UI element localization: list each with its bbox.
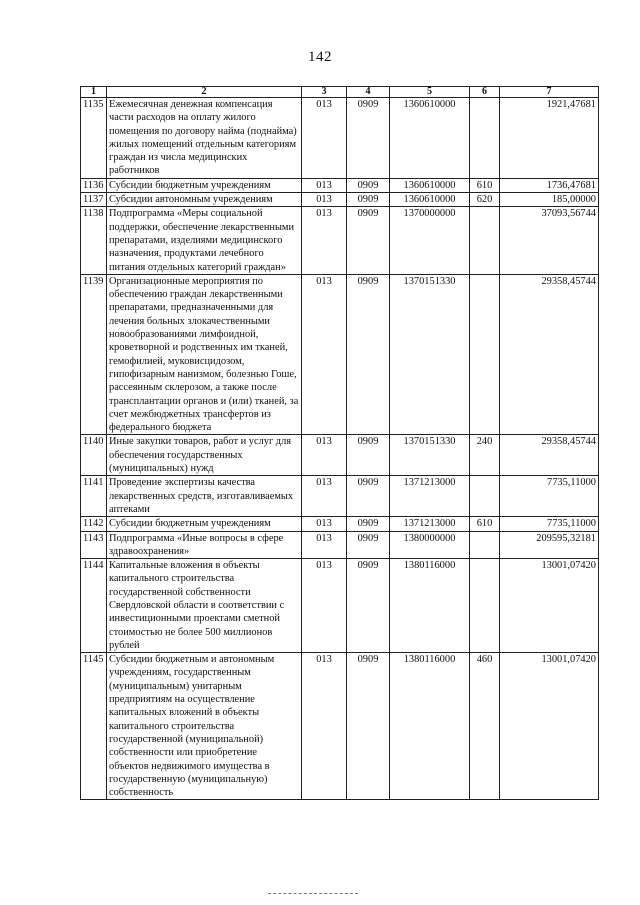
row-ministry-code: 013 <box>302 559 347 653</box>
row-section-code: 0909 <box>347 559 390 653</box>
row-ministry-code: 013 <box>302 476 347 517</box>
header-col-5: 5 <box>390 87 470 98</box>
header-col-2: 2 <box>107 87 302 98</box>
row-number: 1138 <box>81 207 107 274</box>
table-row <box>81 653 599 800</box>
row-ministry-code: 013 <box>302 193 347 207</box>
row-section-code: 0909 <box>347 435 390 476</box>
row-expense-type <box>470 559 500 653</box>
row-target-code: 1371213000 <box>390 517 470 531</box>
row-target-code: 1360610000 <box>390 98 470 179</box>
row-number: 1137 <box>81 193 107 207</box>
row-section-code: 0909 <box>347 517 390 531</box>
row-section-code: 0909 <box>347 207 390 274</box>
header-col-3: 3 <box>302 87 347 98</box>
row-number: 1135 <box>81 98 107 179</box>
row-amount: 29358,45744 <box>500 435 599 476</box>
row-amount: 185,00000 <box>500 193 599 207</box>
row-section-code: 0909 <box>347 193 390 207</box>
row-number: 1136 <box>81 178 107 192</box>
table-row <box>81 193 599 207</box>
table-row <box>81 517 599 531</box>
row-expense-type: 240 <box>470 435 500 476</box>
row-name: Субсидии бюджетным учреждениям <box>107 178 302 192</box>
row-amount: 209595,32181 <box>500 531 599 559</box>
row-expense-type: 460 <box>470 653 500 800</box>
row-number: 1139 <box>81 274 107 435</box>
row-expense-type <box>470 98 500 179</box>
row-ministry-code: 013 <box>302 517 347 531</box>
row-number: 1141 <box>81 476 107 517</box>
table-row <box>81 274 599 435</box>
row-expense-type <box>470 274 500 435</box>
row-target-code: 1371213000 <box>390 476 470 517</box>
row-number: 1145 <box>81 653 107 800</box>
header-col-4: 4 <box>347 87 390 98</box>
row-name: Субсидии бюджетным учреждениям <box>107 517 302 531</box>
table-row <box>81 531 599 559</box>
table-row <box>81 207 599 274</box>
row-ministry-code: 013 <box>302 531 347 559</box>
table-row <box>81 559 599 653</box>
header-col-6: 6 <box>470 87 500 98</box>
row-expense-type: 620 <box>470 193 500 207</box>
row-section-code: 0909 <box>347 476 390 517</box>
row-amount: 29358,45744 <box>500 274 599 435</box>
header-col-1: 1 <box>81 87 107 98</box>
row-expense-type <box>470 531 500 559</box>
header-col-7: 7 <box>500 87 599 98</box>
row-name: Организационные мероприятия по обеспечению граждан лекарственными препаратами, предназначенными для лечения больных злокачественными новообразованиями лимфоидной, кроветворной и родственных им тканей, гемофилией, муковисцидозом, гипофизарным нанизмом, болезнью Гоше, рассеянным склерозом, а также после трансплантации органов и (или) тканей, за счет межбюджетных трансфертов из федерального бюджета <box>107 274 302 435</box>
row-amount: 37093,56744 <box>500 207 599 274</box>
row-ministry-code: 013 <box>302 207 347 274</box>
row-target-code: 1380116000 <box>390 559 470 653</box>
row-number: 1143 <box>81 531 107 559</box>
row-number: 1140 <box>81 435 107 476</box>
row-ministry-code: 013 <box>302 653 347 800</box>
row-amount: 1736,47681 <box>500 178 599 192</box>
row-name: Ежемесячная денежная компенсация части расходов на оплату жилого помещения по договору найма (поднайма) жилых помещений отдельным категориям граждан из числа медицинских работников <box>107 98 302 179</box>
row-ministry-code: 013 <box>302 274 347 435</box>
row-ministry-code: 013 <box>302 98 347 179</box>
row-amount: 1921,47681 <box>500 98 599 179</box>
row-section-code: 0909 <box>347 653 390 800</box>
budget-table <box>80 86 599 800</box>
row-number: 1142 <box>81 517 107 531</box>
row-name: Подпрограмма «Иные вопросы в сфере здравоохранения» <box>107 531 302 559</box>
row-target-code: 1380116000 <box>390 653 470 800</box>
row-expense-type: 610 <box>470 517 500 531</box>
row-amount: 7735,11000 <box>500 476 599 517</box>
table-row <box>81 476 599 517</box>
row-section-code: 0909 <box>347 531 390 559</box>
row-ministry-code: 013 <box>302 435 347 476</box>
page-number: 142 <box>308 49 332 65</box>
row-name: Проведение экспертизы качества лекарственных средств, изготавливаемых аптеками <box>107 476 302 517</box>
row-target-code: 1370151330 <box>390 435 470 476</box>
row-target-code: 1370000000 <box>390 207 470 274</box>
row-expense-type <box>470 476 500 517</box>
table-row <box>81 178 599 192</box>
row-name: Субсидии бюджетным и автономным учреждениям, государственным (муниципальным) унитарным предприятиям на осуществление капитальных вложений в объекты капитального строительства государственной (муниципальной) собственности или приобретение объектов недвижимого имущества в государственную (муниципальную) собственность <box>107 653 302 800</box>
row-ministry-code: 013 <box>302 178 347 192</box>
row-number: 1144 <box>81 559 107 653</box>
header-row <box>81 87 599 98</box>
row-amount: 13001,07420 <box>500 653 599 800</box>
row-name: Субсидии автономным учреждениям <box>107 193 302 207</box>
row-amount: 13001,07420 <box>500 559 599 653</box>
row-section-code: 0909 <box>347 178 390 192</box>
row-name: Капитальные вложения в объекты капитального строительства государственной собственности Свердловской области в соответствии с инвестиционными проектами сметной стоимостью не более 500 миллионов рублей <box>107 559 302 653</box>
row-name: Подпрограмма «Меры социальной поддержки, обеспечение лекарственными препаратами, изделиями медицинского назначения, продуктами лечебного питания отдельных категорий граждан» <box>107 207 302 274</box>
row-expense-type <box>470 207 500 274</box>
row-target-code: 1360610000 <box>390 178 470 192</box>
row-section-code: 0909 <box>347 274 390 435</box>
row-target-code: 1380000000 <box>390 531 470 559</box>
row-expense-type: 610 <box>470 178 500 192</box>
scan-footer-mark <box>268 893 358 895</box>
table-row <box>81 435 599 476</box>
table-row <box>81 98 599 179</box>
row-section-code: 0909 <box>347 98 390 179</box>
row-name: Иные закупки товаров, работ и услуг для обеспечения государственных (муниципальных) нужд <box>107 435 302 476</box>
row-amount: 7735,11000 <box>500 517 599 531</box>
row-target-code: 1360610000 <box>390 193 470 207</box>
row-target-code: 1370151330 <box>390 274 470 435</box>
